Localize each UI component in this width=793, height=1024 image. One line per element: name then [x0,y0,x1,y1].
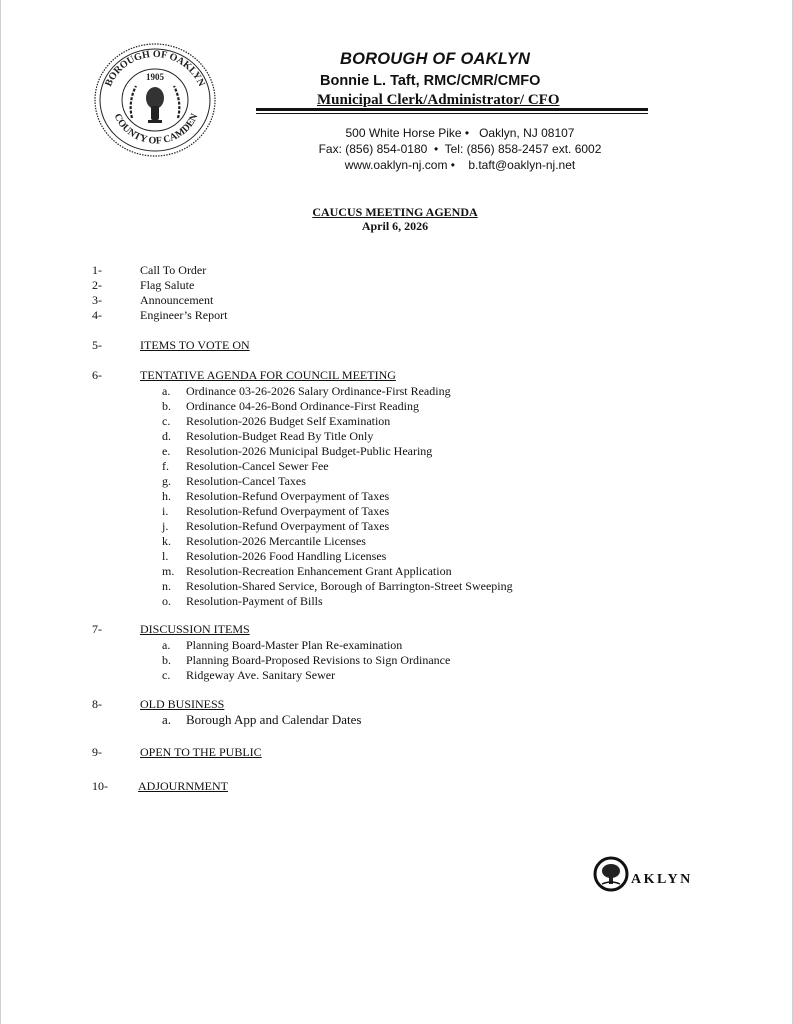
list-item: c. Resolution-2026 Budget Self Examination [162,414,391,428]
list-item: b. Planning Board-Proposed Revisions to Sign Ordinance [162,653,451,667]
list-item: h. Resolution-Refund Overpayment of Taxes [162,489,390,503]
borough-title: BOROUGH OF OAKLYN [340,50,531,68]
item-number: 9- [92,745,102,759]
list-item: o. Resolution-Payment of Bills [162,594,323,608]
item-number: 8- [92,697,102,711]
item-engineers-report: Engineer’s Report [140,308,228,322]
item-call-to-order: Call To Order [140,263,207,277]
list-item: n. Resolution-Shared Service, Borough of Barrington-Street Sweeping [162,579,513,593]
item-number: 10- [92,779,108,793]
list-item: g. Resolution-Cancel Taxes [162,474,306,488]
list-item: j. Resolution-Refund Overpayment of Taxes [162,519,390,533]
item-number: 5- [92,338,102,352]
item-number: 2- [92,278,102,292]
web-email-line: www.oaklyn-nj.com • b.taft@oaklyn-nj.net [344,158,576,172]
item-flag-salute: Flag Salute [140,278,195,292]
list-item: a. Planning Board-Master Plan Re-examination [162,638,403,652]
svg-text:BOROUGH OF OAKLYN: BOROUGH OF OAKLYN [103,48,207,89]
list-item: m. Resolution-Recreation Enhancement Grant Application [162,564,452,578]
item-discussion-items: DISCUSSION ITEMS [140,622,250,636]
list-item: f. Resolution-Cancel Sewer Fee [162,459,329,473]
list-item: a. Borough App and Calendar Dates [162,712,362,727]
list-item: c. Ridgeway Ave. Sanitary Sewer [162,668,336,682]
item-number: 6- [92,368,102,382]
header-rule-thin [256,113,648,114]
list-item: i. Resolution-Refund Overpayment of Taxes [162,504,390,518]
svg-text:1905: 1905 [146,72,164,82]
item-announcement: Announcement [140,293,214,307]
footer-logo-text: AKLYN [631,872,693,887]
item-number: 1- [92,263,102,277]
item-number: 3- [92,293,102,307]
item-tentative-agenda: TENTATIVE AGENDA FOR COUNCIL MEETING [140,368,396,382]
agenda-title: CAUCUS MEETING AGENDA [312,205,478,219]
borough-seal-logo [90,40,220,160]
item-open-to-public: OPEN TO THE PUBLIC [140,745,262,759]
list-item: k. Resolution-2026 Mercantile Licenses [162,534,366,548]
header-rule-thick [256,108,648,111]
oaklyn-tree-logo-icon [593,856,629,892]
address-line: 500 White Horse Pike • Oaklyn, NJ 08107 [345,126,575,140]
item-old-business: OLD BUSINESS [140,697,225,711]
list-item: l. Resolution-2026 Food Handling Licenses [162,549,387,563]
list-item: a. Ordinance 03-26-2026 Salary Ordinance-First Reading [162,384,451,398]
list-item: e. Resolution-2026 Municipal Budget-Public Hearing [162,444,433,458]
clerk-role: Municipal Clerk/Administrator/ CFO [317,92,560,108]
list-item: b. Ordinance 04-26-Bond Ordinance-First Reading [162,399,419,413]
item-number: 7- [92,622,102,636]
agenda-date: April 6, 2026 [361,219,429,233]
item-adjournment: ADJOURNMENT [138,779,228,793]
item-items-to-vote-on: ITEMS TO VOTE ON [140,338,250,352]
svg-text:COUNTY OF CAMDEN: COUNTY OF CAMDEN [111,111,201,147]
phone-line: Fax: (856) 854-0180 • Tel: (856) 858-2457 ext. 6002 [318,142,602,156]
item-number: 4- [92,308,102,322]
list-item: d. Resolution-Budget Read By Title Only [162,429,374,443]
clerk-name: Bonnie L. Taft, RMC/CMR/CMFO [320,73,541,89]
